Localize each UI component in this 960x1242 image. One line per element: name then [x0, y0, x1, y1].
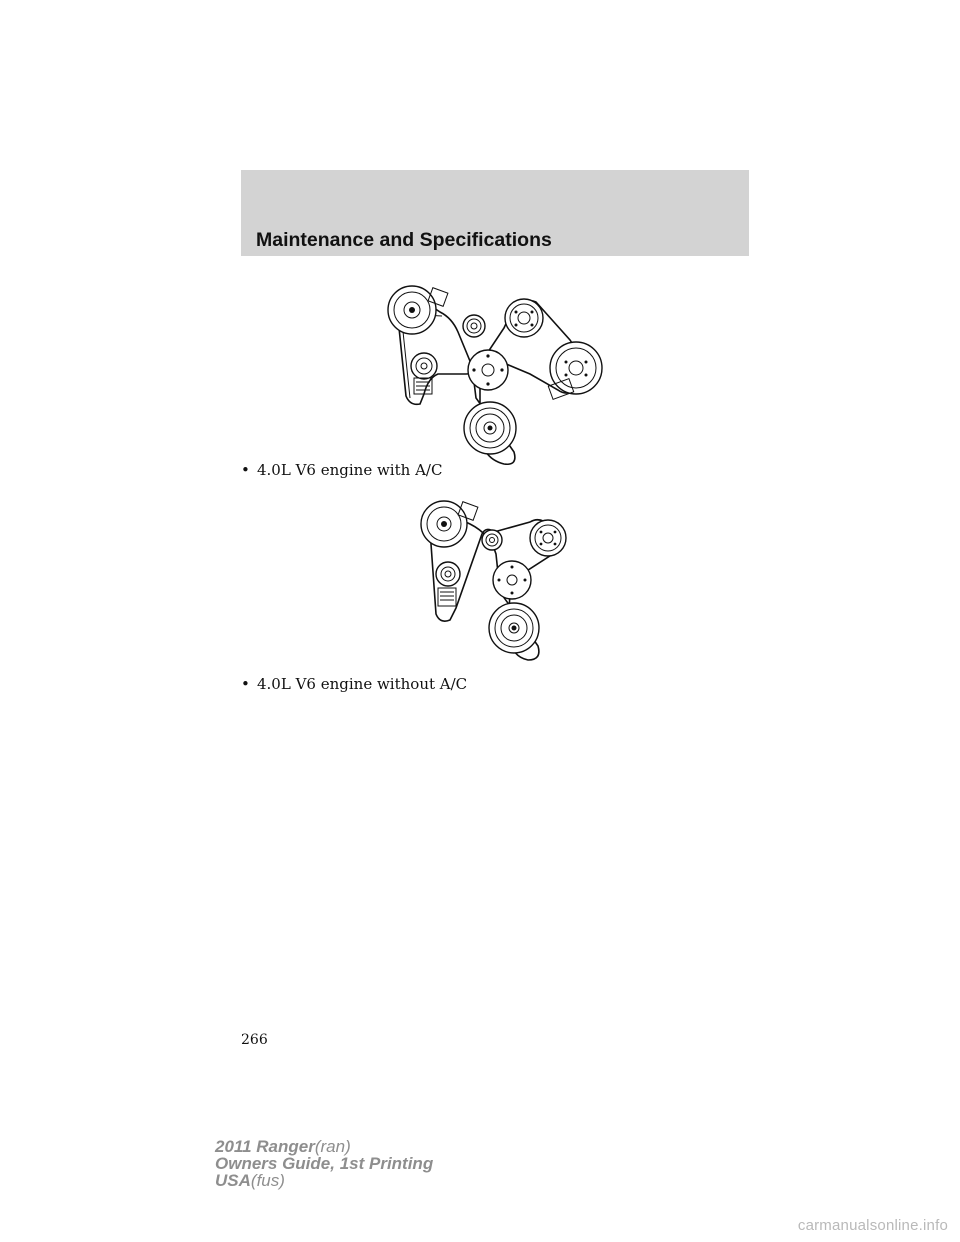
page-title: Maintenance and Specifications	[256, 229, 552, 251]
footer-line-3	[215, 1172, 433, 1189]
page-number: 266	[241, 1032, 268, 1048]
footer-market-code: (fus)	[250, 1171, 285, 1190]
diagram-caption-with-ac	[241, 461, 442, 479]
power-steering-pulley	[468, 350, 508, 390]
caption-text: 4.0L V6 engine without A/C	[257, 675, 468, 693]
water-pump-pulley	[505, 299, 543, 337]
footer-model-code: (ran)	[314, 1137, 351, 1156]
belt-diagram-without-ac	[410, 494, 590, 664]
tensioner-pulley	[436, 562, 460, 606]
caption-text: 4.0L V6 engine with A/C	[257, 461, 443, 479]
footer-model: 2011 Ranger	[215, 1137, 315, 1156]
alternator-pulley	[388, 286, 448, 334]
belt-diagram-with-ac	[380, 278, 630, 472]
crankshaft-pulley	[489, 603, 539, 653]
power-steering-pulley	[493, 561, 531, 599]
footer	[215, 1138, 433, 1189]
idler-pulley	[482, 530, 502, 550]
water-pump-pulley	[530, 520, 566, 556]
watermark: carmanualsonline.info	[797, 1217, 948, 1234]
footer-line-2: Owners Guide, 1st Printing	[215, 1154, 434, 1173]
diagram-caption-without-ac	[241, 675, 467, 693]
bullet: •	[241, 675, 250, 693]
tensioner-pulley	[411, 353, 437, 394]
footer-market: USA	[215, 1171, 251, 1190]
crankshaft-pulley	[464, 402, 516, 454]
bullet: •	[241, 461, 250, 479]
footer-line-1	[215, 1138, 433, 1155]
idler-pulley	[463, 315, 485, 337]
ac-compressor-pulley	[548, 342, 602, 399]
